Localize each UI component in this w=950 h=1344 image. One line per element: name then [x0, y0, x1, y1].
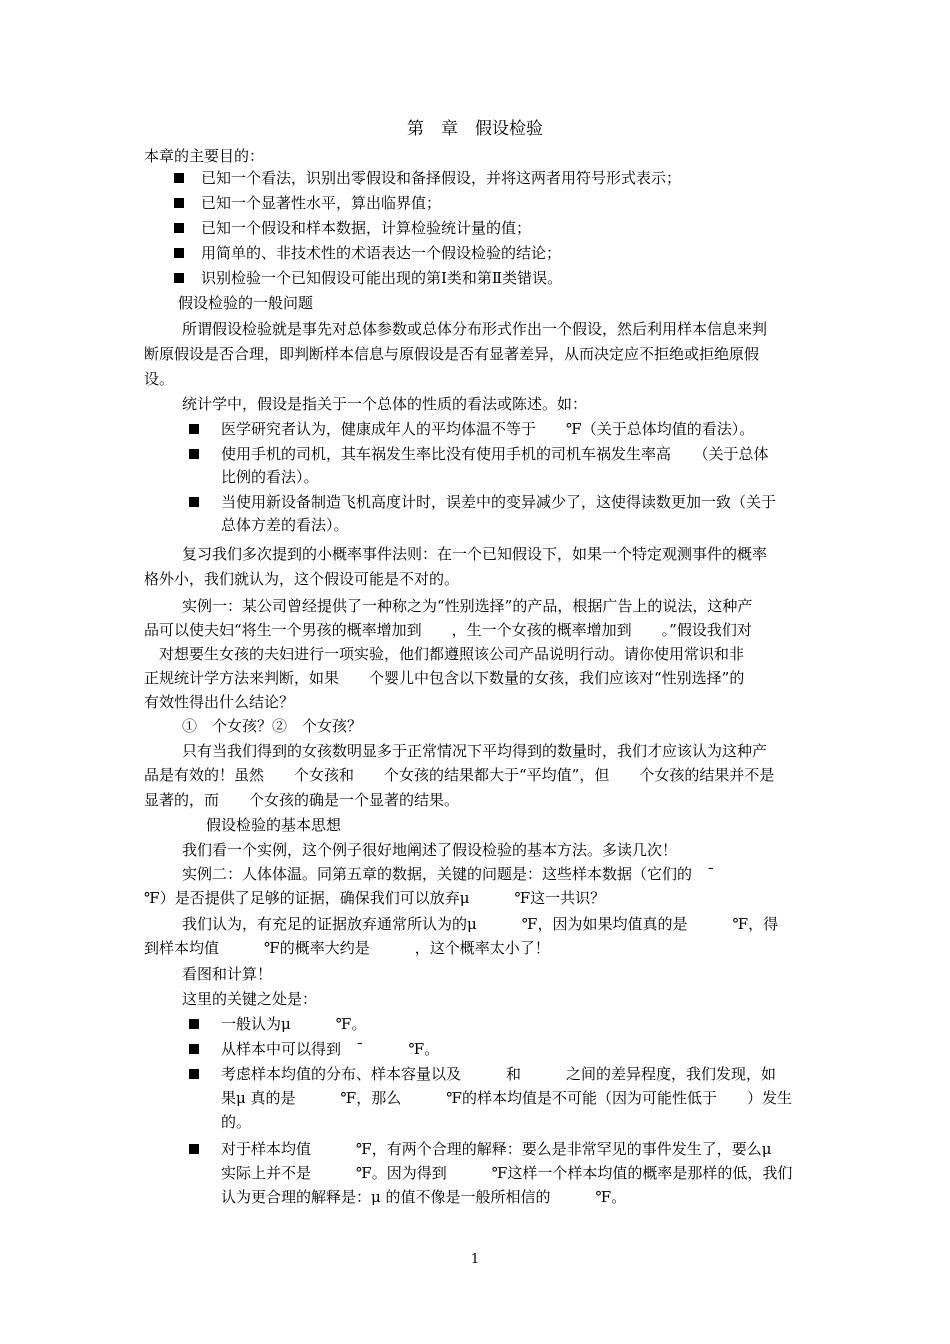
example-line: 总体方差的看法）。: [221, 516, 349, 534]
objective-item: 用简单的、非技术性的术语表达一个假设检验的结论；: [201, 244, 562, 262]
paragraph-line: 到样本均值 ℉的概率大约是 ，这个概率太小了！: [144, 939, 550, 957]
key-line: 的。: [221, 1113, 252, 1131]
key-line: 果μ 真的是 ℉，那么 ℉的样本均值是不可能（因为可能性低于 ）发生: [221, 1089, 792, 1107]
page-number: 1: [470, 1252, 480, 1267]
paragraph-line: 格外小，我们就认为，这个假设可能是不对的。: [144, 570, 460, 588]
bullet-icon: [174, 248, 184, 258]
paragraph-line: 对想要生女孩的夫妇进行一项实验，他们都遵照该公司产品说明行动。请你使用常识和非: [144, 645, 745, 663]
paragraph-line: 统计学中，假设是指关于一个总体的性质的看法或陈述。如：: [182, 395, 588, 413]
key-line: 考虑样本均值的分布、样本容量以及 和 之间的差异程度，我们发现，如: [221, 1065, 777, 1083]
options-line: ① 个女孩？② 个女孩？: [182, 717, 363, 735]
bullet-icon: [189, 424, 199, 434]
paragraph-line: 看图和计算！: [182, 965, 273, 983]
example-line: 使用手机的司机，其车祸发生率比没有使用手机的司机车祸发生率高 （关于总体: [221, 445, 769, 463]
bullet-icon: [189, 1044, 199, 1054]
paragraph-line: 品是有效的！虽然 个女孩和 个女孩的结果都大于“平均值”，但 个女孩的结果并不是: [144, 766, 775, 784]
objective-item: 已知一个假设和样本数据，计算检验统计量的值；: [201, 219, 532, 237]
paragraph-line: 实例二：人体体温。同第五章的数据，关键的问题是：这些样本数据（它们的 ¯: [182, 865, 715, 883]
paragraph-line: 我们认为，有充足的证据放弃通常所认为的μ ℉，因为如果均值真的是 ℉，得: [182, 915, 779, 933]
key-line: 认为更合理的解释是：μ 的值不像是一般所相信的 ℉。: [221, 1188, 627, 1206]
intro-label: 本章的主要目的：: [144, 147, 265, 165]
chapter-title: 第 章 假设检验: [407, 119, 543, 139]
bullet-icon: [174, 198, 184, 208]
bullet-icon: [174, 223, 184, 233]
bullet-icon: [189, 1069, 199, 1079]
section-heading: 假设检验的基本思想: [206, 816, 342, 834]
paragraph-line: 品可以使夫妇“将生一个男孩的概率增加到 ，生一个女孩的概率增加到 。”假设我们对: [144, 621, 752, 639]
key-line: 实际上并不是 ℉。因为得到 ℉这样一个样本均值的概率是那样的低，我们: [221, 1164, 793, 1182]
paragraph-line: 断原假设是否合理，即判断样本信息与原假设是否有显著差异，从而决定应不拒绝或拒绝原假: [144, 345, 760, 363]
paragraph-line: 显著的，而 个女孩的确是一个显著的结果。: [144, 791, 460, 809]
example-line: 医学研究者认为，健康成年人的平均体温不等于 ℉（关于总体均值的看法）。: [221, 420, 755, 438]
objective-item: 已知一个看法，识别出零假设和备择假设，并将这两者用符号形式表示；: [201, 169, 682, 187]
bullet-icon: [174, 273, 184, 283]
bullet-icon: [189, 1019, 199, 1029]
bullet-icon: [189, 449, 199, 459]
example-line: 当使用新设备制造飞机高度计时，误差中的变异减少了，这使得读数更加一致（关于: [221, 493, 777, 511]
key-line: 从样本中可以得到 ¯ ℉。: [221, 1040, 440, 1058]
objective-item: 已知一个显著性水平，算出临界值；: [201, 194, 442, 212]
paragraph-line: 这里的关键之处是：: [182, 990, 318, 1008]
paragraph-line: 正规统计学方法来判断，如果 个婴儿中包含以下数量的女孩，我们应该对“性别选择”的: [144, 669, 745, 687]
bullet-icon: [174, 173, 184, 183]
paragraph-line: 设。: [144, 370, 175, 388]
objective-item: 识别检验一个已知假设可能出现的第Ⅰ类和第Ⅱ类错误。: [201, 269, 563, 287]
key-line: 一般认为μ ℉。: [221, 1015, 367, 1033]
paragraph-line: ℉）是否提供了足够的证据，确保我们可以放弃μ ℉这一共识？: [144, 889, 606, 907]
paragraph-line: 复习我们多次提到的小概率事件法则：在一个已知假设下，如果一个特定观测事件的概率: [182, 545, 768, 563]
paragraph-line: 实例一：某公司曾经提供了一种称之为“性别选择”的产品，根据广告上的说法，这种产: [182, 597, 753, 615]
paragraph-line: 只有当我们得到的女孩数明显多于正常情况下平均得到的数量时，我们才应该认为这种产: [182, 742, 768, 760]
example-line: 比例的看法）。: [221, 468, 319, 486]
section-heading: 假设检验的一般问题: [178, 294, 314, 312]
key-line: 对于样本均值 ℉，有两个合理的解释：要么是非常罕见的事件发生了，要么μ: [221, 1140, 772, 1158]
paragraph-line: 所谓假设检验就是事先对总体参数或总体分布形式作出一个假设，然后利用样本信息来判: [182, 320, 768, 338]
bullet-icon: [189, 497, 199, 507]
paragraph-line: 有效性得出什么结论？: [144, 693, 295, 711]
paragraph-line: 我们看一个实例，这个例子很好地阐述了假设检验的基本方法。多读几次！: [182, 841, 678, 859]
bullet-icon: [189, 1144, 199, 1154]
